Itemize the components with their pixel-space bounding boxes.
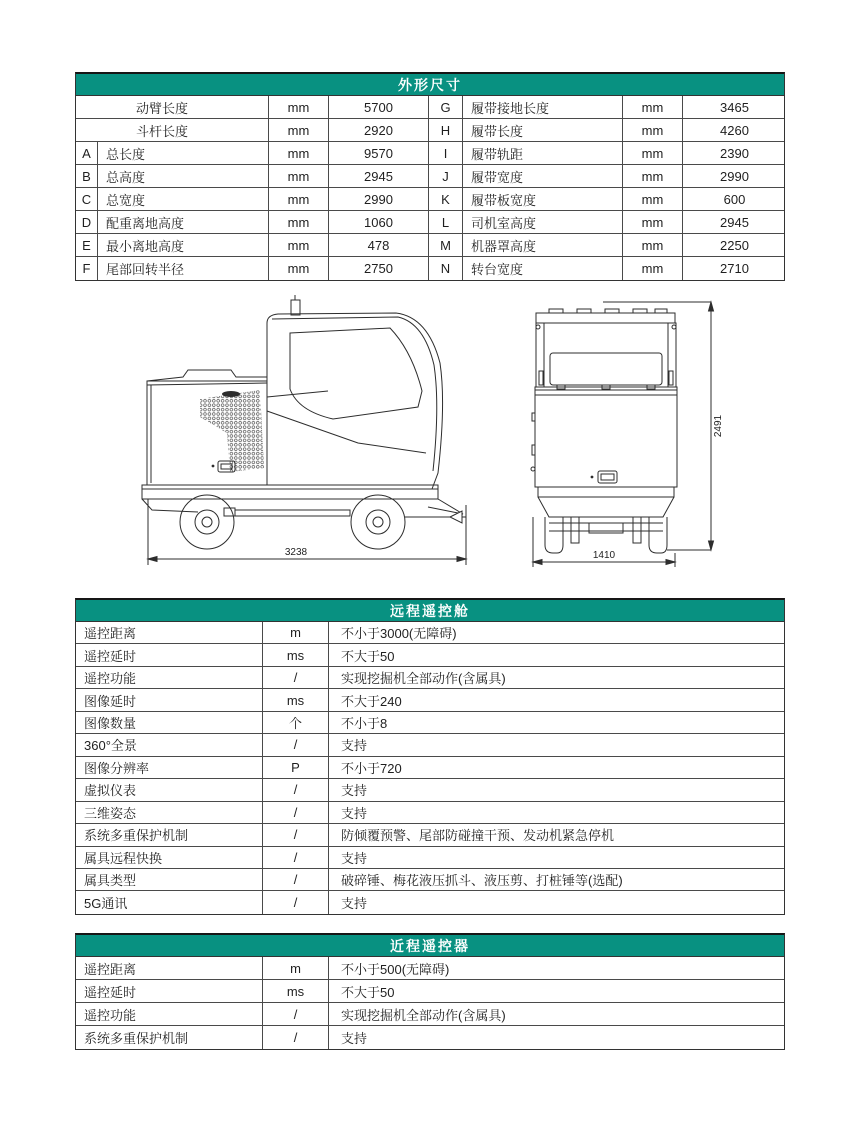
spec-row — [76, 824, 784, 846]
spec-row — [76, 689, 784, 711]
spec-unit: ms — [263, 644, 329, 665]
dimension-value: 2990 — [329, 188, 429, 210]
spec-unit: / — [263, 779, 329, 800]
dimension-value: 3465 — [720, 99, 749, 115]
dimension-row — [76, 234, 784, 257]
dimension-name: 尾部回转半径 — [98, 257, 269, 280]
spec-name: 5G通讯 — [76, 891, 263, 913]
spec-value: 支持 — [341, 783, 368, 799]
dimension-letter: C — [76, 188, 98, 210]
spec-name: 虚拟仪表 — [76, 779, 263, 800]
rear-view-track-label: 1410 — [592, 550, 616, 561]
dimension-value: 2750 — [329, 257, 429, 280]
spec-unit: / — [263, 891, 329, 913]
spec-row — [76, 869, 784, 891]
spec-row — [76, 779, 784, 801]
spec-row — [76, 622, 784, 644]
spec-unit: / — [263, 667, 329, 688]
dimension-value: 2945 — [329, 165, 429, 187]
dimension-value: 1060 — [329, 211, 429, 233]
dimension-letter — [76, 96, 98, 118]
spec-name: 系统多重保护机制 — [76, 1026, 263, 1049]
spec-unit: 个 — [263, 712, 329, 733]
spec-name: 图像延时 — [76, 689, 263, 710]
spec-name: 遥控延时 — [76, 644, 263, 665]
spec-name: 三维姿态 — [76, 802, 263, 823]
dimension-row — [76, 165, 784, 188]
dimension-row — [76, 188, 784, 211]
dimension-row — [76, 142, 784, 165]
dimension-name: 履带板宽度 — [463, 188, 623, 210]
dimension-value: 9570 — [329, 142, 429, 164]
dimensions-table-title: 外形尺寸 — [76, 74, 784, 96]
spec-row — [76, 1003, 784, 1026]
dimension-unit: mm — [623, 188, 683, 210]
dimension-letter: K — [429, 188, 463, 210]
spec-row — [76, 957, 784, 980]
spec-name: 图像分辨率 — [76, 757, 263, 778]
remote-controller-table-title: 近程遥控器 — [76, 935, 784, 957]
dimension-unit: mm — [623, 211, 683, 233]
remote-cabin-table-rows — [76, 622, 784, 914]
dimension-unit: mm — [269, 119, 329, 141]
spec-unit: / — [263, 734, 329, 755]
dimension-row — [76, 119, 784, 142]
side-view-drawing — [128, 293, 480, 575]
dimension-name: 总长度 — [98, 142, 269, 164]
spec-name: 遥控功能 — [76, 1003, 263, 1025]
dimension-unit: mm — [269, 257, 329, 280]
spec-value: 不小于3000(无障碍) — [341, 626, 457, 642]
spec-name: 属具类型 — [76, 869, 263, 890]
spec-unit: ms — [263, 980, 329, 1002]
spec-name: 图像数量 — [76, 712, 263, 733]
spec-row — [76, 667, 784, 689]
dimension-name: 履带宽度 — [463, 165, 623, 187]
remote-controller-table — [75, 933, 785, 1050]
spec-value: 防倾覆预警、尾部防碰撞干预、发动机紧急停机 — [341, 828, 615, 844]
dimension-letter: M — [429, 234, 463, 256]
spec-value: 不小于8 — [341, 716, 388, 732]
dimension-letter: D — [76, 211, 98, 233]
spec-name: 属具远程快换 — [76, 847, 263, 868]
spec-unit: ms — [263, 689, 329, 710]
dimension-value: 478 — [329, 234, 429, 256]
dimension-unit: mm — [623, 142, 683, 164]
spec-row — [76, 1026, 784, 1049]
dimension-value: 2990 — [720, 168, 749, 184]
spec-name: 系统多重保护机制 — [76, 824, 263, 845]
dimension-name: 斗杆长度 — [98, 119, 269, 141]
spec-row — [76, 757, 784, 779]
spec-row — [76, 802, 784, 824]
dimension-value: 600 — [723, 191, 746, 207]
dimension-letter: N — [429, 257, 463, 280]
dimension-name: 配重离地高度 — [98, 211, 269, 233]
spec-name: 遥控延时 — [76, 980, 263, 1002]
dimension-letter: E — [76, 234, 98, 256]
dimensions-table-rows — [76, 96, 784, 280]
dimension-letter: G — [429, 96, 463, 118]
dimension-name: 总高度 — [98, 165, 269, 187]
dimension-name: 履带轨距 — [463, 142, 623, 164]
rear-view-height-label: 2491 — [713, 414, 724, 438]
spec-value: 不小于720 — [341, 760, 402, 776]
spec-value: 不大于50 — [341, 648, 395, 664]
dimension-letter: B — [76, 165, 98, 187]
dimension-name: 机器罩高度 — [463, 234, 623, 256]
side-view-lines — [142, 295, 466, 565]
dimension-value: 4260 — [720, 122, 749, 138]
dimension-unit: mm — [623, 96, 683, 118]
dimension-unit: mm — [623, 257, 683, 280]
dimension-name: 转台宽度 — [463, 257, 623, 280]
spec-row — [76, 712, 784, 734]
spec-unit: / — [263, 824, 329, 845]
spec-unit: / — [263, 802, 329, 823]
rear-view-lines — [531, 302, 714, 567]
dimension-value: 2390 — [720, 145, 749, 161]
spec-row — [76, 980, 784, 1003]
remote-cabin-table-title: 远程遥控舱 — [76, 600, 784, 622]
spec-value: 支持 — [341, 850, 368, 866]
remote-cabin-table — [75, 598, 785, 915]
spec-value: 支持 — [341, 738, 368, 754]
spec-value: 不大于240 — [341, 693, 402, 709]
spec-unit: m — [263, 622, 329, 643]
dimension-letter: H — [429, 119, 463, 141]
spec-value: 支持 — [341, 896, 368, 912]
dimension-name: 司机室高度 — [463, 211, 623, 233]
spec-value: 支持 — [341, 805, 368, 821]
spec-name: 遥控功能 — [76, 667, 263, 688]
spec-unit: / — [263, 869, 329, 890]
dimension-row — [76, 96, 784, 119]
spec-value: 实现挖掘机全部动作(含属具) — [341, 671, 506, 687]
dimension-letter — [76, 119, 98, 141]
spec-unit: P — [263, 757, 329, 778]
spec-name: 遥控距离 — [76, 622, 263, 643]
spec-value: 支持 — [341, 1031, 368, 1046]
dimension-unit: mm — [623, 165, 683, 187]
spec-row — [76, 847, 784, 869]
spec-name: 360°全景 — [76, 734, 263, 755]
spec-value: 实现挖掘机全部动作(含属具) — [341, 1007, 506, 1023]
spec-unit: / — [263, 847, 329, 868]
dimension-value: 2710 — [720, 261, 749, 276]
dimension-unit: mm — [623, 234, 683, 256]
dimension-letter: I — [429, 142, 463, 164]
spec-row — [76, 734, 784, 756]
spec-name: 遥控距离 — [76, 957, 263, 979]
spec-value: 不小于500(无障碍) — [341, 961, 450, 977]
dimension-row — [76, 257, 784, 280]
dimension-unit: mm — [269, 96, 329, 118]
dimension-name: 履带长度 — [463, 119, 623, 141]
dimension-name: 履带接地长度 — [463, 96, 623, 118]
dimension-value: 2945 — [720, 214, 749, 230]
dimension-name: 最小离地高度 — [98, 234, 269, 256]
dimension-value: 2250 — [720, 237, 749, 253]
dimension-value: 2920 — [329, 119, 429, 141]
dimension-name: 总宽度 — [98, 188, 269, 210]
dimension-row — [76, 211, 784, 234]
dimension-unit: mm — [269, 234, 329, 256]
spec-unit: m — [263, 957, 329, 979]
dimension-unit: mm — [623, 119, 683, 141]
spec-unit: / — [263, 1003, 329, 1025]
dimension-value: 5700 — [329, 96, 429, 118]
remote-controller-table-rows — [76, 957, 784, 1049]
side-view-length-label: 3238 — [284, 547, 308, 558]
dimension-letter: L — [429, 211, 463, 233]
side-view-svg — [128, 293, 480, 575]
dimension-unit: mm — [269, 165, 329, 187]
dimensions-table — [75, 72, 785, 281]
spec-row — [76, 891, 784, 913]
dimension-letter: F — [76, 257, 98, 280]
dimension-unit: mm — [269, 142, 329, 164]
dimension-unit: mm — [269, 188, 329, 210]
dimension-letter: J — [429, 165, 463, 187]
dimension-unit: mm — [269, 211, 329, 233]
rear-view-drawing — [505, 295, 730, 575]
spec-unit: / — [263, 1026, 329, 1049]
spec-row — [76, 644, 784, 666]
spec-value: 破碎锤、梅花液压抓斗、液压剪、打桩锤等(选配) — [341, 873, 623, 889]
spec-value: 不大于50 — [341, 984, 395, 1000]
rear-view-svg — [505, 295, 730, 575]
dimension-letter: A — [76, 142, 98, 164]
dimension-name: 动臂长度 — [98, 96, 269, 118]
